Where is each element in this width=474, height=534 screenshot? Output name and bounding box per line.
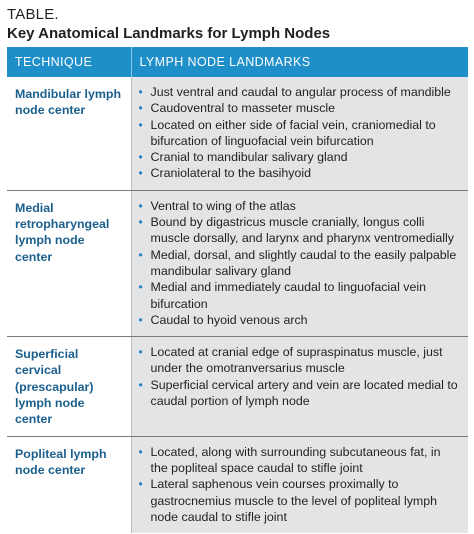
landmarks-list <box>138 444 461 525</box>
list-item <box>138 165 461 181</box>
bullet-dot-icon: • <box>138 247 143 262</box>
bullet-dot-icon: • <box>138 117 143 132</box>
list-item <box>138 100 461 116</box>
landmark-text: Bound by digastricus muscle cranially, longus colli muscle dorsally, and larynx and pharynx ventromedially <box>150 215 454 246</box>
list-item <box>138 279 461 312</box>
list-item <box>138 149 461 165</box>
landmark-text: Medial and immediately caudal to linguofacial vein bifurcation <box>150 280 427 311</box>
bullet-dot-icon: • <box>138 85 143 99</box>
list-item <box>138 117 461 150</box>
bullet-dot-icon: • <box>138 150 143 165</box>
landmark-text: Located at cranial edge of supraspinatus muscle, just under the omotranversarius muscle <box>150 345 443 376</box>
bullet-dot-icon: • <box>138 166 143 181</box>
table-row <box>7 190 468 336</box>
bullet-dot-icon: • <box>138 280 143 295</box>
landmarks-cell <box>131 77 468 190</box>
landmark-text: Lateral saphenous vein courses proximally to gastrocnemius muscle to the level of popliteal lymph node caudal to stifle joint <box>150 477 438 524</box>
bullet-dot-icon: • <box>138 345 143 360</box>
landmark-text: Located, along with surrounding subcutaneous fat, in the popliteal space caudal to stifle joint <box>150 444 441 475</box>
list-item <box>138 344 461 377</box>
header-lymph-node-landmarks: LYMPH NODE LANDMARKS <box>131 47 468 77</box>
table-header-row <box>7 47 468 77</box>
landmarks-cell <box>131 337 468 436</box>
table-body <box>7 77 468 533</box>
landmark-text: Located on either side of facial vein, craniomedial to bifurcation of linguofacial vein bifurcation <box>150 117 436 148</box>
list-item <box>138 377 461 410</box>
table-row <box>7 77 468 190</box>
landmarks-cell <box>131 436 468 533</box>
landmark-text: Just ventral and caudal to angular process of mandible <box>150 85 451 99</box>
table-row <box>7 436 468 533</box>
list-item <box>138 198 461 214</box>
landmarks-list <box>138 344 461 409</box>
list-item <box>138 444 461 477</box>
landmark-text: Craniolateral to the basihyoid <box>150 166 311 181</box>
table-row <box>7 337 468 436</box>
technique-cell: Medial retropharyngeal lymph node center <box>7 190 131 336</box>
bullet-dot-icon: • <box>138 444 143 459</box>
bullet-dot-icon: • <box>138 198 143 213</box>
list-item <box>138 476 461 525</box>
table-title: Key Anatomical Landmarks for Lymph Nodes <box>7 25 331 42</box>
landmark-text: Cranial to mandibular salivary gland <box>150 150 348 165</box>
landmarks-list <box>138 198 461 328</box>
list-item <box>138 84 461 100</box>
technique-cell: Superficial cervical (prescapular) lymph node center <box>7 337 131 436</box>
landmark-text: Caudal to hyoid venous arch <box>150 312 308 327</box>
landmark-text: Ventral to wing of the atlas <box>150 198 296 213</box>
technique-cell: Mandibular lymph node center <box>7 77 131 190</box>
list-item <box>138 214 461 247</box>
list-item <box>138 247 461 280</box>
landmark-text: Medial, dorsal, and slightly caudal to the easily palpable mandibular salivary gland <box>150 247 457 278</box>
landmark-text: Superficial cervical artery and vein are located medial to caudal portion of lymph node <box>150 377 458 409</box>
landmarks-table <box>7 47 468 533</box>
header-technique: TECHNIQUE <box>7 47 131 77</box>
technique-cell: Popliteal lymph node center <box>7 436 131 533</box>
landmarks-list <box>138 84 461 182</box>
table-label: TABLE. <box>7 6 59 23</box>
bullet-dot-icon: • <box>138 312 143 327</box>
landmark-text: Caudoventral to masseter muscle <box>150 101 336 116</box>
bullet-dot-icon: • <box>138 477 143 492</box>
bullet-dot-icon: • <box>138 215 143 230</box>
landmarks-cell <box>131 190 468 336</box>
bullet-dot-icon: • <box>138 377 143 392</box>
list-item <box>138 312 461 328</box>
bullet-dot-icon: • <box>138 101 143 116</box>
